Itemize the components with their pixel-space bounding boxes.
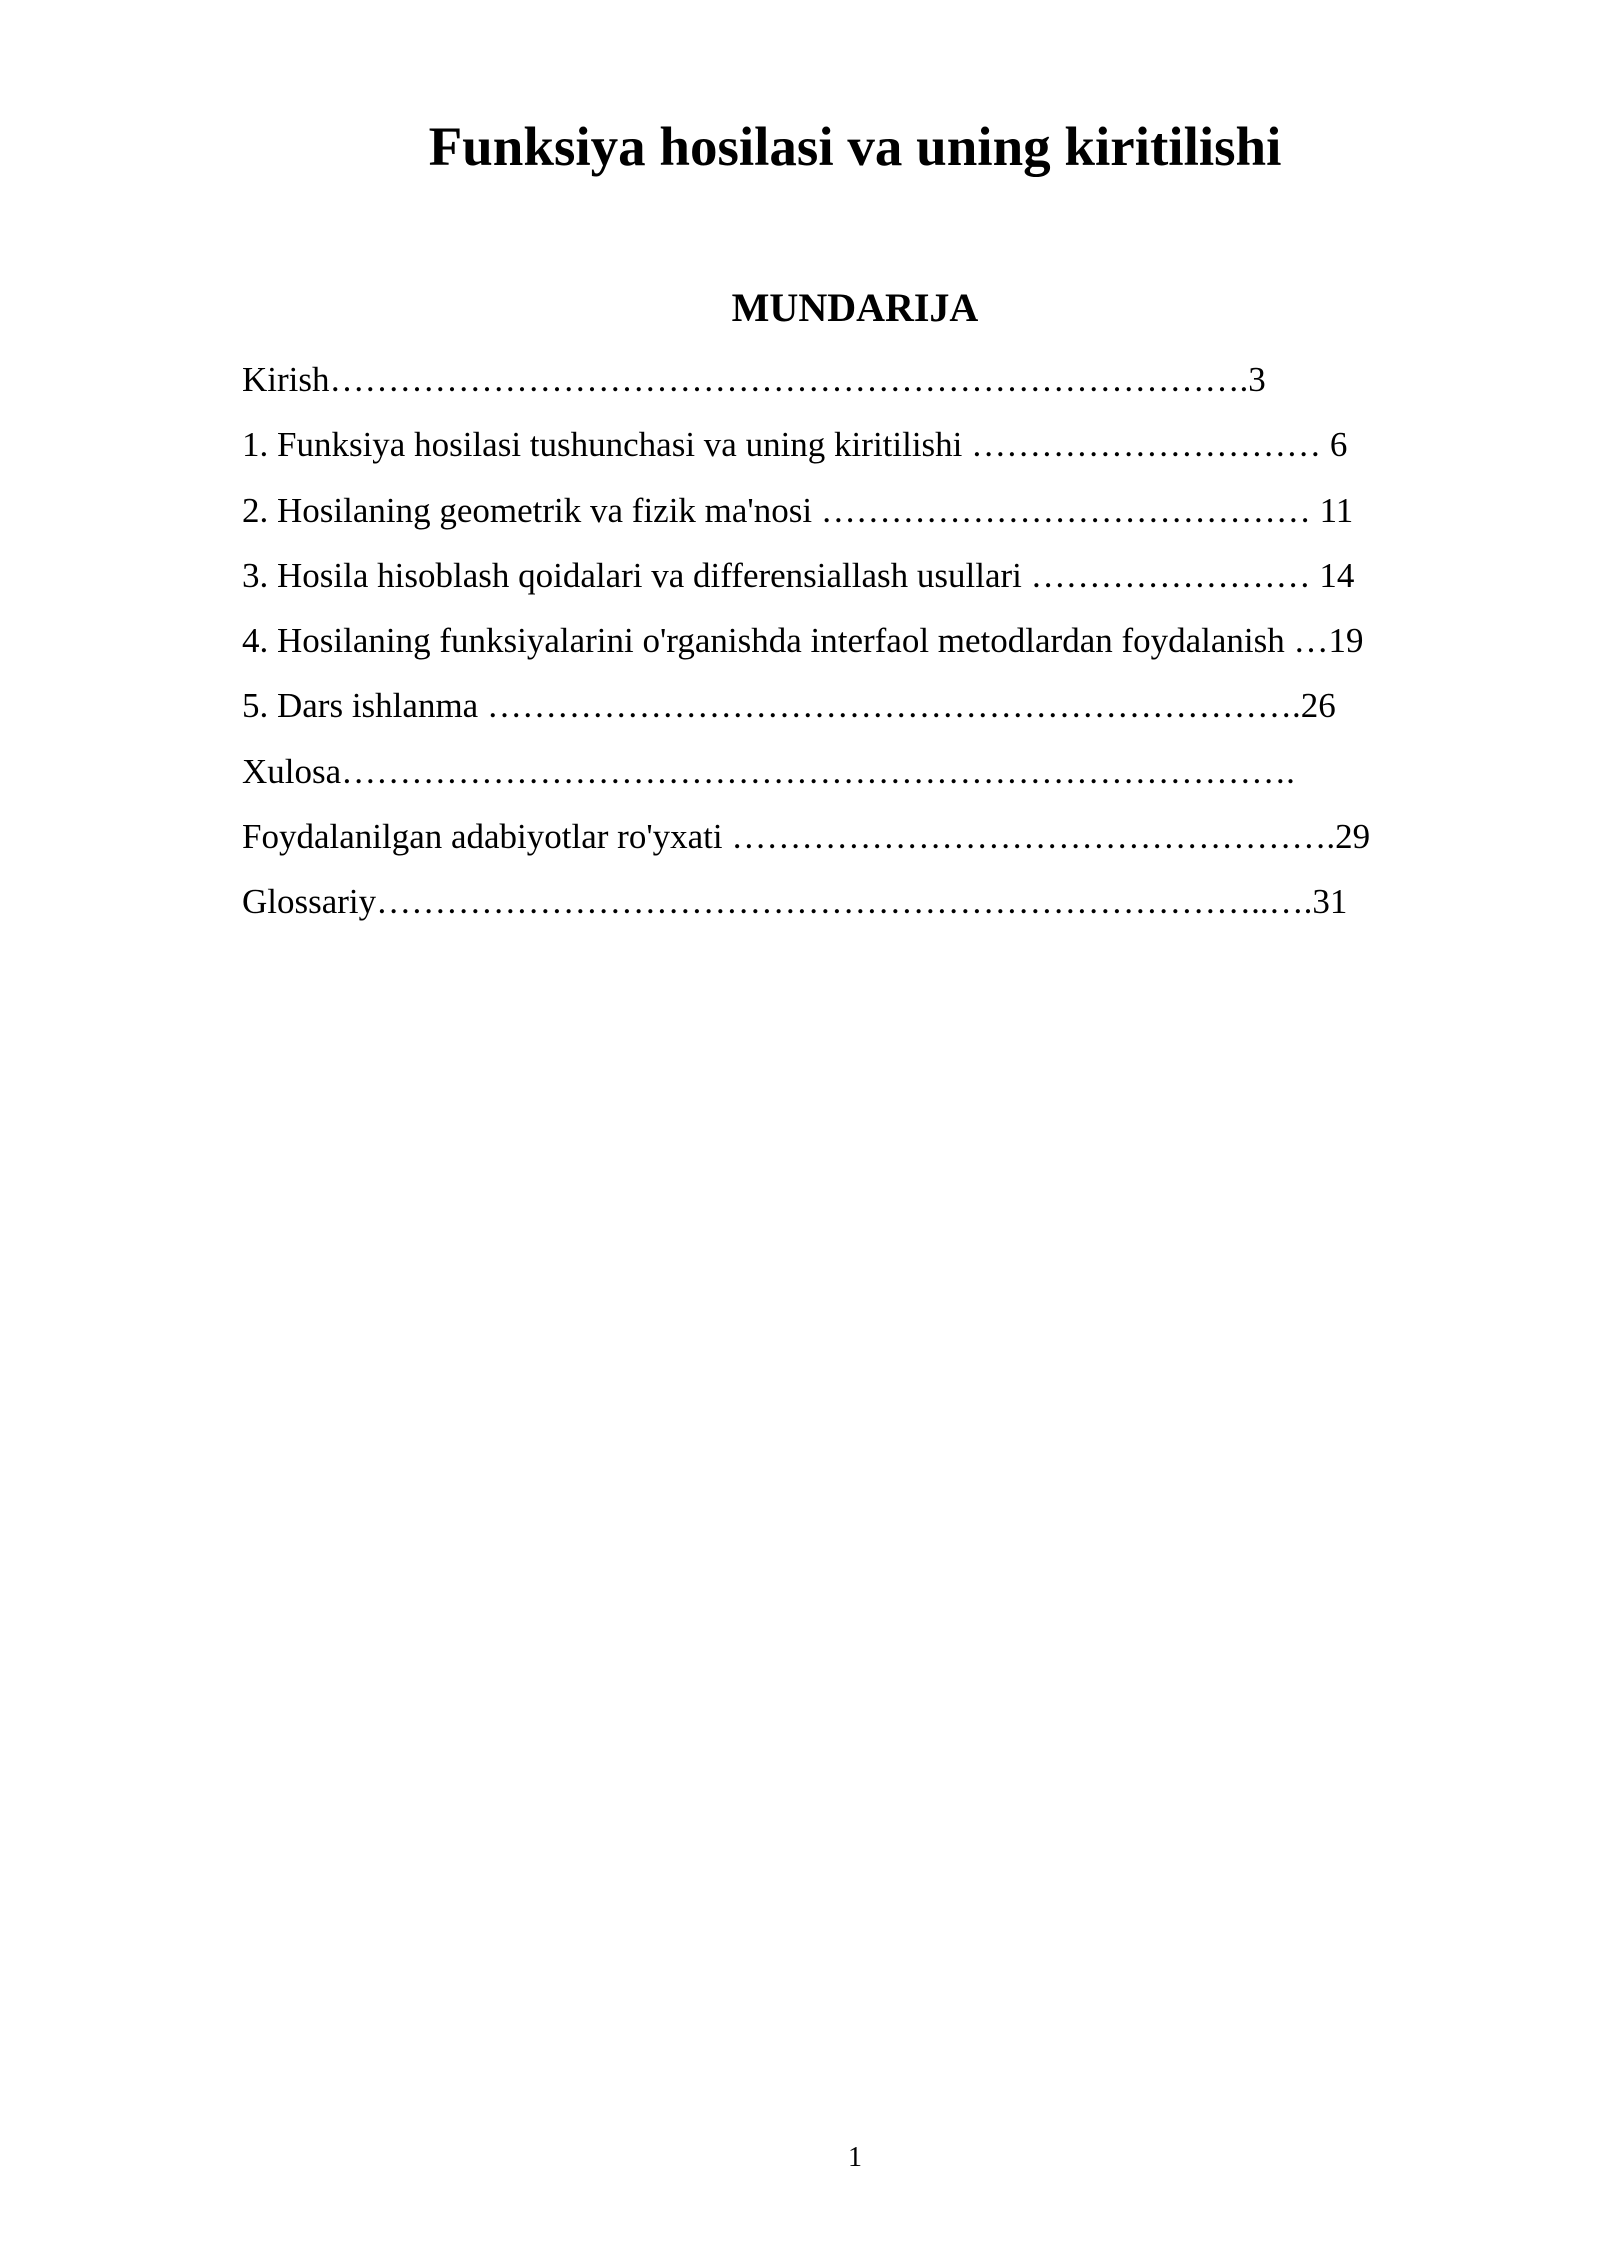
- page-number: 1: [848, 2142, 862, 2173]
- table-of-contents: [242, 352, 1370, 940]
- toc-entry-conclusion: Xulosa……………………………………………………………………….: [242, 751, 1295, 791]
- toc-heading: MUNDARIJA: [731, 285, 979, 330]
- toc-entry-references: Foydalanilgan adabiyotlar ro'yxati …………………………………………….29: [242, 817, 1371, 857]
- toc-entry-chapter-3: 3. Hosila hisoblash qoidalari va differensiallash usullari …………………… 14: [242, 555, 1355, 595]
- toc-entry-chapter-2: 2. Hosilaning geometrik va fizik ma'nosi …………………………………… 11: [242, 490, 1354, 530]
- toc-entry-chapter-1: 1. Funksiya hosilasi tushunchasi va uning kiritilishi ………………………… 6: [242, 425, 1348, 465]
- toc-entry-chapter-4: 4. Hosilaning funksiyalarini o'rganishda interfaol metodlardan foydalanish …19: [242, 621, 1364, 661]
- toc-entry-chapter-5: 5. Dars ishlanma …………………………………………………………….26: [242, 686, 1336, 726]
- toc-entry-glossary: Glossariy…………………………………………………………………..….31: [242, 882, 1348, 922]
- page-title: Funksiya hosilasi va uning kiritilishi: [428, 116, 1282, 177]
- toc-entry-introduction: Kirish…………………………………………………………………….3: [242, 360, 1266, 399]
